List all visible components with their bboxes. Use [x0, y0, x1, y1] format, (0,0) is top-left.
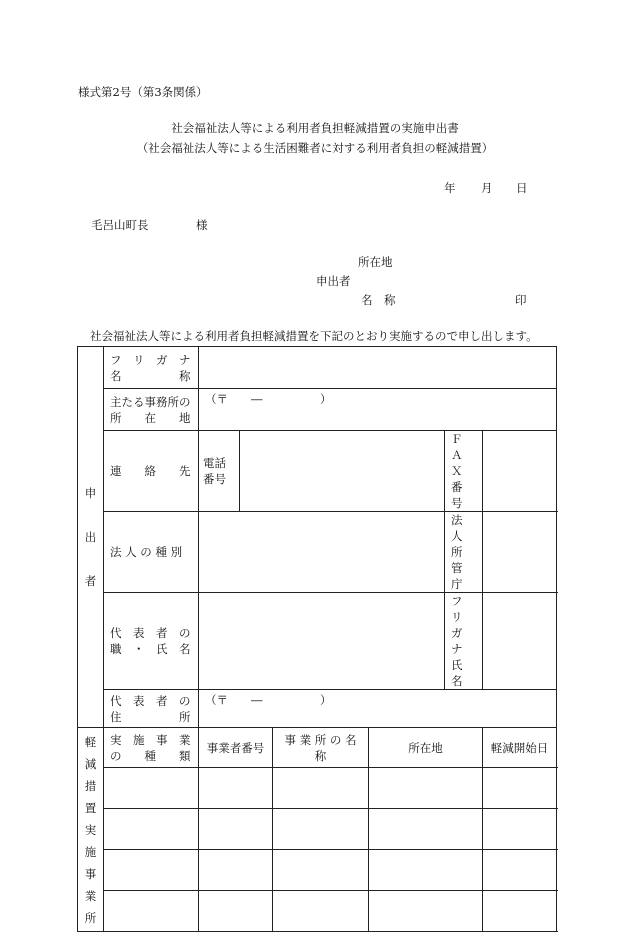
label-char: 所	[84, 910, 97, 925]
date-day: 日	[516, 181, 528, 195]
rep-address-field[interactable]	[199, 690, 557, 728]
representative-title-field[interactable]	[199, 593, 445, 690]
addressee-suffix: 様	[196, 218, 208, 232]
agency-label: 法 人 所 管 庁	[445, 512, 483, 593]
start-date-cell[interactable]	[483, 768, 557, 809]
start-date-cell[interactable]	[483, 891, 557, 932]
postal-code-text: （〒 ― ）	[205, 392, 332, 406]
location-cell[interactable]	[369, 768, 483, 809]
date-year: 年	[444, 181, 456, 195]
postal-code-text: （〒 ― ）	[205, 693, 332, 707]
label-char: 実	[84, 822, 97, 837]
label-char: 者	[84, 574, 97, 588]
business-number-cell[interactable]	[199, 891, 273, 932]
rep-name-field[interactable]	[483, 593, 557, 690]
location-cell[interactable]	[369, 850, 483, 891]
section-applicant-label	[78, 347, 104, 728]
location-cell[interactable]	[369, 891, 483, 932]
service-type-cell[interactable]	[104, 850, 199, 891]
form-number: 様式第2号（第3条関係）	[78, 85, 208, 99]
application-form-table	[77, 346, 557, 932]
table-row	[78, 431, 557, 512]
business-number-cell[interactable]	[199, 809, 273, 850]
business-number-cell[interactable]	[199, 768, 273, 809]
date-month: 月	[481, 181, 493, 195]
facility-name-cell[interactable]	[273, 768, 369, 809]
phone-number-field[interactable]	[240, 431, 445, 512]
fax-label: Ｆ Ａ Ｘ 番 号	[445, 431, 483, 512]
document-subtitle: （社会福祉法人等による生活困難者に対する利用者負担の軽減措置）	[136, 141, 494, 155]
location-cell[interactable]	[369, 809, 483, 850]
applicant-name-label: 名 称	[361, 293, 396, 307]
business-number-cell[interactable]	[199, 850, 273, 891]
table-row	[78, 768, 557, 809]
rep-furigana-label: フ リ ガ ナ 氏 名	[445, 593, 483, 690]
table-row	[78, 809, 557, 850]
section-facility-label	[78, 728, 104, 932]
column-header-location: 所在地	[369, 728, 483, 768]
label-char: 申	[84, 486, 97, 500]
start-date-cell[interactable]	[483, 809, 557, 850]
service-type-cell[interactable]	[104, 891, 199, 932]
fax-number-field[interactable]	[483, 431, 557, 512]
table-row	[78, 891, 557, 932]
rep-address-label: 代 表 者 の 住 所	[104, 690, 199, 728]
facility-name-cell[interactable]	[273, 850, 369, 891]
representative-label: 代 表 者 の 職 ・ 氏 名	[104, 593, 199, 690]
column-header-start-date: 軽減開始日	[483, 728, 557, 768]
corp-type-label: 法 人 の 種 別	[104, 512, 199, 593]
applicant-address-label: 所在地	[358, 255, 393, 269]
contact-label: 連 絡 先	[104, 431, 199, 512]
label-char: 施	[84, 844, 97, 859]
table-row	[78, 347, 557, 389]
table-row	[78, 850, 557, 891]
label-char: 軽	[84, 734, 97, 749]
document-title: 社会福祉法人等による利用者負担軽減措置の実施申出書	[171, 121, 459, 135]
table-header-row	[78, 728, 557, 768]
facility-name-cell[interactable]	[273, 891, 369, 932]
table-row	[78, 512, 557, 593]
column-header-service-type: 実 施 事 業 の 種 類	[104, 728, 199, 768]
facility-name-cell[interactable]	[273, 809, 369, 850]
applicant-label: 申出者	[316, 274, 351, 288]
intro-text: 社会福祉法人等による利用者負担軽減措置を下記のとおり実施するので申し出します。	[90, 329, 538, 343]
column-header-facility-name: 事 業 所 の 名 称	[273, 728, 369, 768]
corp-type-field[interactable]	[199, 512, 445, 593]
table-row	[78, 690, 557, 728]
office-address-label: 主たる事務所の 所 在 地	[104, 389, 199, 431]
label-char: 置	[84, 800, 97, 815]
label-char: 業	[84, 888, 97, 903]
start-date-cell[interactable]	[483, 850, 557, 891]
furigana-name-label: フ リ ガ ナ 名 称	[104, 347, 199, 389]
addressee-name: 毛呂山町長	[91, 218, 149, 232]
table-row	[78, 389, 557, 431]
table-row	[78, 593, 557, 690]
seal-mark: 印	[515, 293, 527, 307]
label-char: 措	[84, 778, 97, 793]
phone-label: 電話 番号	[199, 431, 240, 512]
corp-name-field[interactable]	[199, 347, 557, 389]
column-header-business-number: 事業者番号	[199, 728, 273, 768]
service-type-cell[interactable]	[104, 768, 199, 809]
label-char: 出	[84, 530, 97, 544]
label-char: 事	[84, 866, 97, 881]
label-char: 減	[84, 756, 97, 771]
service-type-cell[interactable]	[104, 809, 199, 850]
office-address-field[interactable]	[199, 389, 557, 431]
